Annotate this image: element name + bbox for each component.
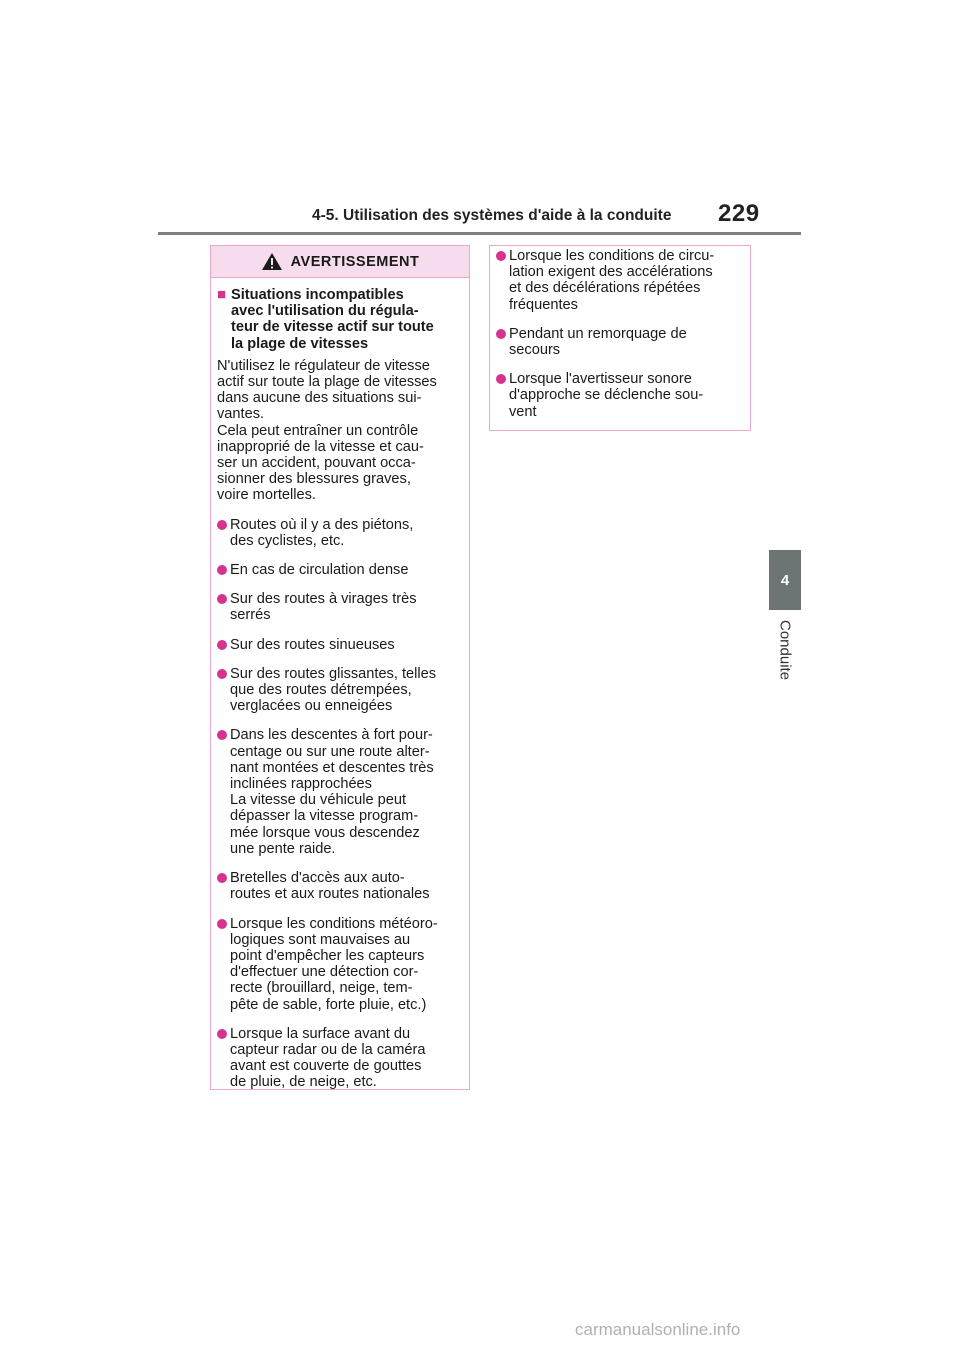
bullet-dot-icon <box>217 873 227 883</box>
bullet-item <box>217 1026 463 1091</box>
warning-title: AVERTISSEMENT <box>290 253 420 270</box>
bullet-item <box>217 517 463 549</box>
bullet-text: Sur des routes sinueuses <box>230 636 395 653</box>
warning-triangle-icon <box>261 252 283 271</box>
bullet-text: Routes où il y a des piétons, des cyclistes, etc. <box>230 516 414 549</box>
left-bullet-list <box>217 517 463 1091</box>
bullet-item <box>496 248 744 313</box>
bullet-dot-icon <box>217 520 227 530</box>
bullet-text: Sur des routes à virages très serrés <box>230 591 417 624</box>
bullet-dot-icon <box>496 329 506 339</box>
bullet-item <box>217 727 463 857</box>
bullet-item <box>217 591 463 623</box>
bullet-text: Pendant un remorquage de secours <box>509 325 687 359</box>
bullet-text: En cas de circulation dense <box>230 562 409 579</box>
header-rule <box>158 232 801 235</box>
bullet-dot-icon <box>217 669 227 679</box>
bullet-text: Lorsque les conditions météoro- logiques sont mauvaises au point d'empêcher les capteurs d'effectuer une détection cor- recte (brouillard, neige, tem- pête de sable, forte pluie, etc.) <box>230 915 438 1013</box>
bullet-text: Lorsque les conditions de circu- lation exigent des accélérations et des décélérations répétées fréquentes <box>509 248 715 313</box>
square-bullet-icon: ■ <box>217 286 227 303</box>
warning-subheading <box>217 287 463 352</box>
warning-subheading-text: Situations incompatibles avec l'utilisation du régula- teur de vitesse actif sur toute la plage de vitesses <box>231 287 434 352</box>
chapter-label: Conduite <box>776 620 794 681</box>
bullet-text: Lorsque la surface avant du capteur radar ou de la caméra avant est couverte de gouttes de pluie, de neige, etc. <box>230 1025 426 1091</box>
warning-box <box>210 245 470 1090</box>
bullet-item <box>496 371 744 420</box>
bullet-dot-icon <box>496 251 506 261</box>
bullet-dot-icon <box>217 565 227 575</box>
section-title: 4-5. Utilisation des systèmes d'aide à la conduite <box>312 207 672 224</box>
bullet-item <box>496 326 744 358</box>
watermark: carmanualsonline.info <box>575 1320 741 1339</box>
bullet-dot-icon <box>217 730 227 740</box>
warning-intro: N'utilisez le régulateur de vitesse actif sur toute la plage de vitesses dans aucune des situations sui- vantes. Cela peut entraîner un contrôle inapproprié de la vitesse et cau- ser un accident, pouvant occa- sionner des blessures graves, voire mortelles. <box>217 357 437 504</box>
right-bullet-list <box>496 248 744 420</box>
bullet-text: Bretelles d'accès aux auto- routes et aux routes nationales <box>230 870 430 903</box>
bullet-item <box>217 666 463 715</box>
bullet-dot-icon <box>496 374 506 384</box>
bullet-item <box>217 562 463 578</box>
bullet-dot-icon <box>217 919 227 929</box>
chapter-tab: 4 <box>769 550 801 610</box>
warning-header <box>211 246 469 278</box>
bullet-text: Sur des routes glissantes, telles que des routes détrempées, verglacées ou enneigées <box>230 665 437 715</box>
page-number: 229 <box>718 200 760 227</box>
warning-content-left <box>211 278 469 1091</box>
bullet-dot-icon <box>217 640 227 650</box>
bullet-dot-icon <box>217 1029 227 1039</box>
warning-box-continued <box>489 245 751 431</box>
bullet-item <box>217 637 463 653</box>
warning-content-right <box>490 246 750 420</box>
bullet-text: Dans les descentes à fort pour- centage ou sur une route alter- nant montées et descentes très inclinées rapprochées La vitesse du véhicule peut dépasser la vitesse program- mée lorsque vous descendez une pente raide. <box>230 727 434 857</box>
bullet-dot-icon <box>217 594 227 604</box>
bullet-item <box>217 916 463 1013</box>
bullet-item <box>217 870 463 902</box>
bullet-text: Lorsque l'avertisseur sonore d'approche se déclenche sou- vent <box>509 371 704 420</box>
